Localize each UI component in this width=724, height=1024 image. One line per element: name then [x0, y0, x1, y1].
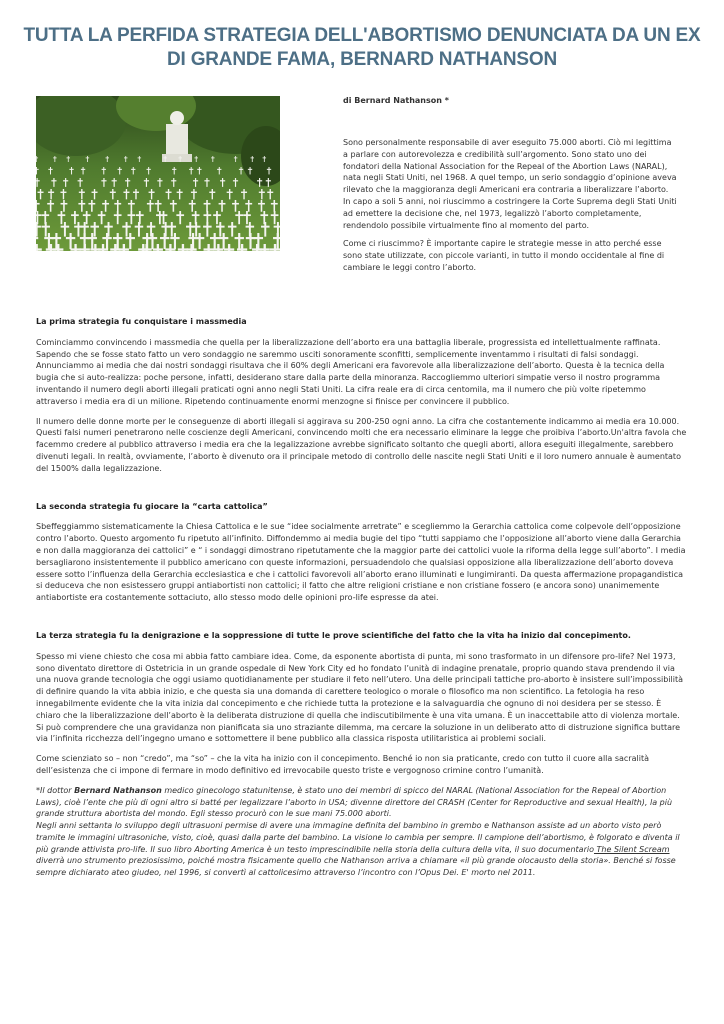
author-note-part-2: Negli anni settanta lo sviluppo degli ultrasuoni permise di avere una immagine definita del bambino in grembo e Nathanson assiste ad un aborto visto però tramite le immagini ultrasoniche, visto, cioè, quasi dalla parte del bambino. La visione lo cambia per sempre. Il campione dell’abortismo, è folgorato e diventa il più grande attivista pro-life. Il suo libro Aborting America è un testo imprescindibile nella storia della cultura della vita, il suo documentario [36, 821, 680, 854]
title-line-2: DI GRANDE FAMA, BERNARD NATHANSON [167, 49, 557, 70]
section-spacer [36, 612, 688, 630]
author-byline: di Bernard Nathanson * [343, 96, 449, 105]
section-1-paragraph-1: Cominciammo convincendo i massmedia che quella per la liberalizzazione dell’aborto era una battaglia liberale, progressista ed intellettualmente raffinata. Sapendo che se fosse stato fatto un vero sondaggio ne saremmo usciti sonoramente sconfitti, semplicemente inventammo i risultati di falsi sondaggi. Annunciammo ai media che dai nostri sondaggi risultava che il 60% degli Americani era favorevole alla liberalizzazione dell’aborto. Questa è la tecnica della bugia che si auto-realizza: poche persone, infatti, desiderano stare dalla parte della minoranza. Raccogliemmo ulteriori simpatie verso il nostro programma inventando il numero degli aborti illegali praticati ogni anno negli Stati Uniti. La cifra reale era di circa centomila, ma il numero che più volte ripetemmo attraverso i media era di un milione. Ripetendo continuamente enormi menzogne si finisce per convincere il pubblico. [36, 337, 665, 406]
author-note-part-1: medico ginecologo statunitense, è stato uno dei membri di spicco del NARAL (National Association for the Repeal of Abortion Laws), cioè l’ente che più di ogni altro si batté per legalizzare l’aborto in USA; divenne direttore del CRASH (Center for Reproductive and sexual Health), la più grande struttura abortista del mondo. Egli stesso procurò con le sue mani 75.000 aborti. [36, 785, 673, 819]
section-3-paragraph-2: Come scienziato so – non “credo”, ma “so” – che la vita ha inizio con il concepimento. Benché io non sia praticante, credo con tutto il cuore alla sacralità dell’esistenza che ci impone di fermare in modo definitivo ed irrevocabile questo triste e vergognoso crimine contro l’umanità. [36, 754, 649, 775]
author-note [36, 785, 688, 879]
intro-column [343, 137, 678, 281]
section-3-paragraph-1: Spesso mi viene chiesto che cosa mi abbia fatto cambiare idea. Come, da esponente abortista di punta, mi sono trasformato in un difensore pro-life? Nel 1973, sono diventato direttore di Ostetricia in un grande ospedale di New York City ed ho fondato l’unità di indagine prenatale, proprio quando stava prendendo il via una nuova grande tecnologia che oggi usiamo quotidianamente per studiare il feto nell’utero. Una delle principali tattiche pro-aborto è insistere sull’impossibilità di definire quando la vita abbia inizio, e che questa sia una domanda di carettere teologico o morale o filosofico ma non scientifico. La fetologia ha reso innegabilmente evidente che la vita inizia dal concepimento e che richiede tutta la protezione e la salvaguardia che ognuno di noi desidera per se stesso. È chiaro che la liberalizzazione dell’aborto è la deliberata distruzione di quella che indiscutibilmente è una vita umana. È un inaccettabile atto di violenza mortale. Si può comprendere che una gravidanza non pianificata sia uno straziante dilemma, ma cercare la soluzione in un deliberato atto di distruzione significa buttare via l’infinita ricchezza dell’ingegno umano e sottomettere il bene pubblico alla classica risposta utilitaristica ai problemi sociali. [36, 651, 683, 744]
page-title [20, 24, 704, 72]
section-1-paragraph-2: Il numero delle donne morte per le conseguenze di aborti illegali si aggirava su 200-250 ogni anno. La cifra che costantemente indicammo ai media era 10.000. Questi falsi numeri penetrarono nelle coscienze degli Americani, convincendo molti che era necessario eliminare la legge che proibiva l’aborto.Un'altra favola che facemmo credere al pubblico attraverso i media era che la legalizzazione avrebbe significato soltanto che quegli aborti, allora eseguiti illegalmente, sarebbero divenuti legali. In realtà, ovviamente, l’aborto è divenuto ora il principale metodo di controllo delle nascite negli Stati Uniti e il loro numero annuale è aumentato del 1500% dalla legalizzazione. [36, 416, 687, 473]
title-line-1: TUTTA LA PERFIDA STRATEGIA DELL'ABORTISMO DENUNCIATA DA UN EX [23, 25, 701, 46]
section-1-heading: La prima strategia fu conquistare i massmedia [36, 317, 247, 326]
cemetery-crosses-photo [36, 96, 280, 251]
intro-paragraph-1: Sono personalmente responsabile di aver eseguito 75.000 aborti. Ciò mi legittima a parlare con autorevolezza e credibilità sull’argomento. Sono stato uno dei fondatori della National Association for the Repeal of the Abortion Laws (NARAL), nata negli Stati Uniti, nel 1968. A quel tempo, un serio sondaggio d’opinione aveva rilevato che la maggioranza degli Americani era contraria a liberalizzare l’aborto. In capo a soli 5 anni, noi riuscimmo a costringere la Corte Suprema degli Stati Uniti ad emettere la decisione che, nel 1973, legalizzò l’aborto completamente, rendendolo possibile virtualmente fino al momento del parto. [343, 138, 677, 230]
author-note-name: Bernard Nathanson [74, 785, 162, 795]
intro-paragraph-2: Come ci riuscimmo? È importante capire le strategie messe in atto perché esse sono state utilizzate, con piccole varianti, in tutto il mondo occidentale al fine di cambiare le leggi contro l’aborto. [343, 239, 665, 272]
section-2-paragraph-1: Sbeffeggiammo sistematicamente la Chiesa Cattolica e le sue “idee socialmente arretrate” e scegliemmo la Gerarchia cattolica come colpevole dell’opposizione contro l’aborto. Questo argomento fu ripetuto all’infinito. Diffondemmo ai media bugie del tipo “tutti sappiamo che l’opposizione all’aborto viene dalla Gerarchia e non dalla maggioranza dei cattolici” e “ i sondaggi dimostrano ripetutamente che la maggior parte dei cattolici vuole la riforma della legge sull’aborto”. I media bersagliarono insistentemente il pubblico americano con queste informazioni, persuadendolo che qualsiasi opposizione alla liberalizzazione dell’aborto doveva essere sotto l’influenza della Gerarchia ecclesiastica e che i cattolici favorevoli all’aborto erano illuminati e lungimiranti. Da questa affermazione propagandistica si deduceva che non esistessero gruppi antiabortisti non cattolici; il fatto che altre religioni cristiane e non cristiane fossero (e ancora sono) unanimemente antiabortiste era costantemente sottaciuto, allo stesso modo delle opinioni pro-life espresse da atei. [36, 522, 686, 603]
section-3-heading: La terza strategia fu la denigrazione e la soppressione di tutte le prove scientifiche del fatto che la vita ha inizio dal concepimento. [36, 630, 631, 640]
section-2-heading: La seconda strategia fu giocare la “carta cattolica” [36, 501, 268, 511]
section-spacer [36, 483, 688, 501]
silent-scream-link[interactable]: The Silent Scream [593, 844, 670, 854]
author-note-prefix: *Il dottor [36, 785, 75, 795]
article-body [36, 316, 688, 887]
author-note-part-3: diverrà uno strumento preziosissimo, poiché mostra fisicamente quello che Nathanson arriva a chiamare «il più grande olocausto della storia». Benché si fosse sempre dichiarato ateo giudeo, nel 1996, si convertì al cattolicesimo attraverso l’incontro con l’Opus Dei. E' morto nel 2011. [36, 856, 676, 878]
